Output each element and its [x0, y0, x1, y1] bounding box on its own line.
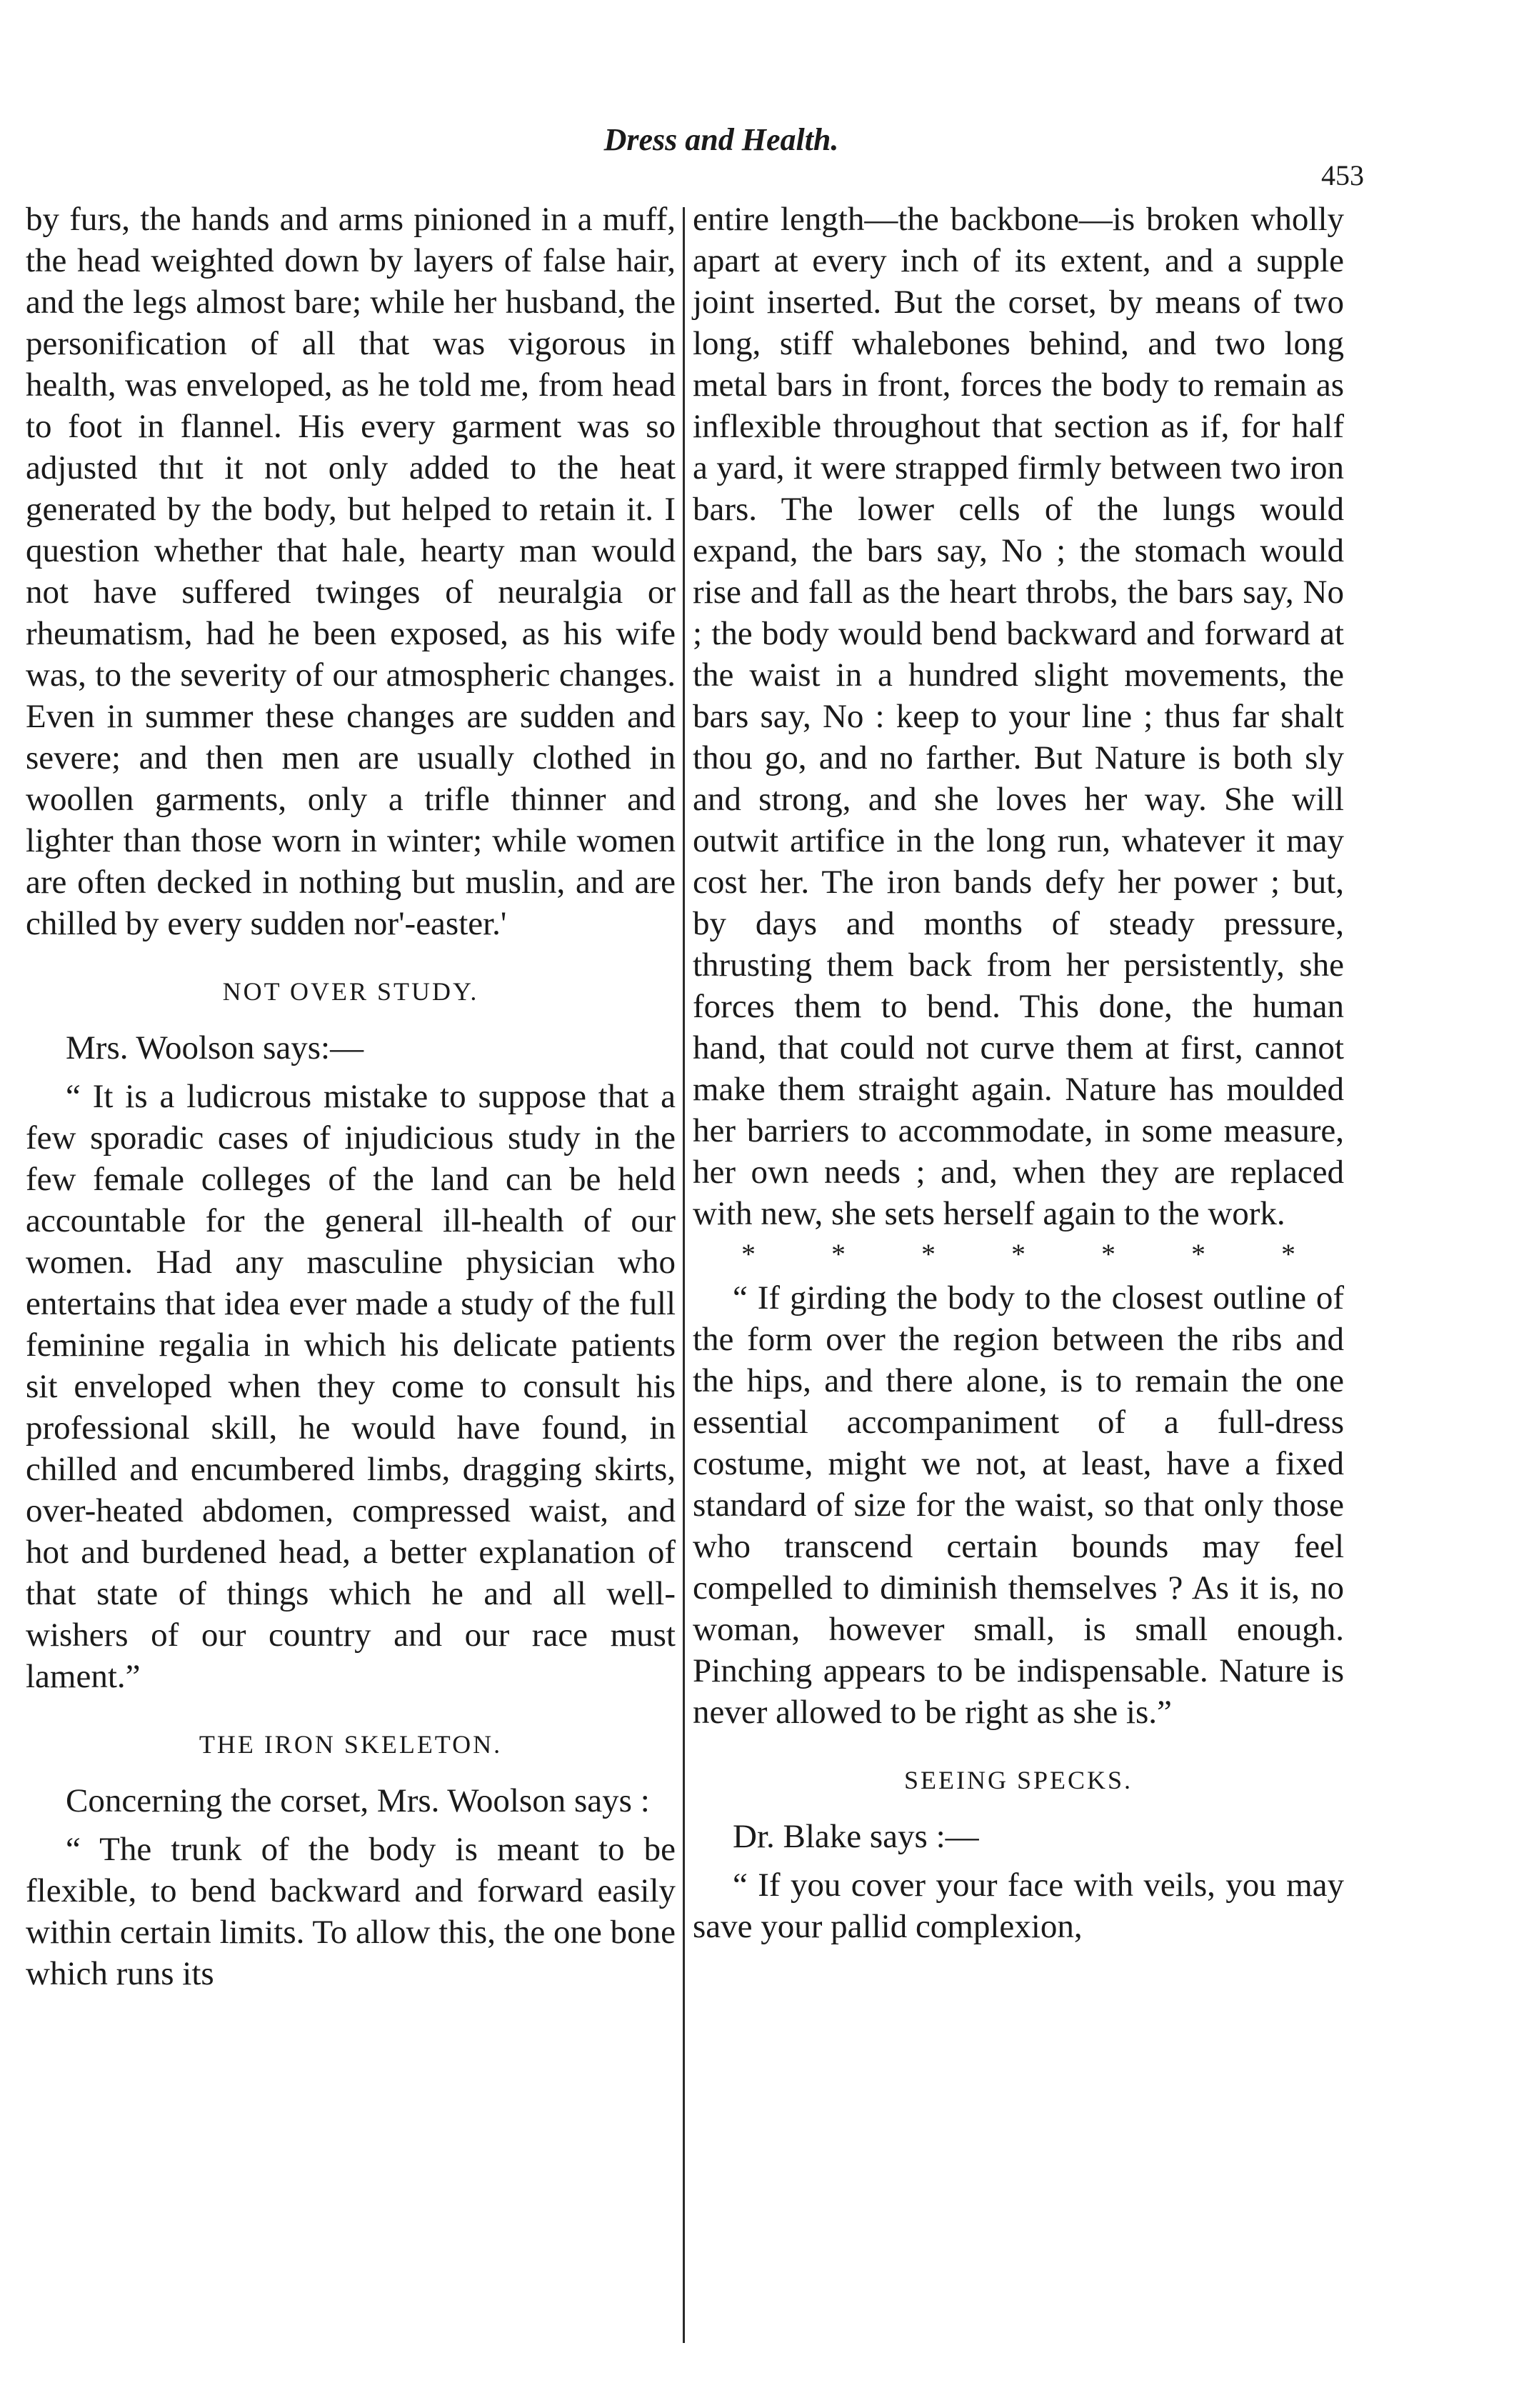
section-heading-seeing-specks: SEEING SPECKS.	[903, 1766, 1133, 1794]
page-number: 453	[1321, 159, 1364, 191]
paragraph: entire length—the backbone—is broken wholly apart at every inch of its extent, and a supple joint inserted. But the corset, by means of two long, stiff whalebones behind, and two long metal bars in front, forces the body to remain as inflexible throughout that section as if, for half a yard, it were strapped firmly between two iron bars. The lower cells of the lungs would expand, the bars say, No ; the stomach would rise and fall as the heart throbs, the bars say, No ; the body would bend backward and forward at the waist in a hundred slight movements, the bars say, No : keep to your line ; thus far shalt thou go, and no farther. But Nature is both sly and strong, and she loves her way. She will outwit artifice in the long run, whatever it may cost her. The iron bands defy her power ; but, by days and months of steady pressure, thrusting them back from her persistently, she forces them to bend. This done, the human hand, that could not curve them at first, cannot make them straight again. Nature has moulded her barriers to accommodate, in some measure, her own needs ; and, when they are replaced with new, she sets herself again to the work.	[693, 201, 1344, 1232]
page-header	[0, 114, 1524, 191]
paragraph: Concerning the corset, Mrs. Woolson says :	[66, 1782, 650, 1819]
section-heading-not-over-study: NOT OVER STUDY.	[222, 977, 479, 1006]
paragraph: Dr. Blake says :—	[733, 1818, 979, 1855]
right-column	[693, 199, 1344, 2334]
paragraph: by furs, the hands and arms pinioned in a muff, the head weighted down by layers of false hair, and the legs almost bare; while her husband, the personification of all that was vigorous in health, was enveloped, as he told me, from head to foot in flannel. His every garment was so adjusted thıt it not only added to the heat generated by the body, but helped to retain it. I question whether that hale, hearty man would not have suffered twinges of neuralgia or rheumatism, had he been exposed, as his wife was, to the severity of our atmospheric changes. Even in summer these changes are sudden and severe; and then men are usually clothed in woollen garments, only a trifle thinner and lighter than those worn in winter; while women are often decked in nothing but muslin, and are chilled by every sudden nor'-easter.'	[26, 201, 676, 942]
left-column	[26, 199, 676, 2334]
section-break-asterisks: * * * * * * *	[741, 1238, 1330, 1270]
paragraph: Mrs. Woolson says:—	[66, 1029, 364, 1066]
quotation-paragraph: “ If girding the body to the closest outline of the form over the region between the ribs and the hips, and there alone, is to remain the one essential accompaniment of a full-dress costume, might we not, at least, have a fixed standard of size for the waist, so that only those who transcend certain bounds may feel compelled to diminish themselves ? As it is, no woman, however small, is small enough. Pinching appears to be indispensable. Nature is never allowed to be right as she is.”	[693, 1279, 1344, 1731]
quotation-paragraph: “ If you cover your face with veils, you may save your pallid complexion,	[693, 1867, 1344, 1945]
section-heading-iron-skeleton: THE IRON SKELETON.	[199, 1730, 503, 1759]
quotation-paragraph: “ The trunk of the body is meant to be flexible, to bend backward and forward easily within certain limits. To allow this, the one bone which runs its	[26, 1831, 676, 1992]
column-divider	[683, 207, 685, 2343]
quotation-paragraph: “ It is a ludicrous mistake to suppose that a few sporadic cases of injudicious study in the few female colleges of the land can be held accountable for the general ill-health of our women. Had any masculine physician who entertains that idea ever made a study of the full feminine regalia in which his delicate patients sit enveloped when they come to consult his professional skill, he would have found, in chilled and encumbered limbs, dragging skirts, over-heated abdomen, compressed waist, and hot and burdened head, a better explanation of that state of things which he and all well-wishers of our country and our race must lament.”	[26, 1078, 676, 1695]
running-title: Dress and Health.	[603, 122, 839, 157]
